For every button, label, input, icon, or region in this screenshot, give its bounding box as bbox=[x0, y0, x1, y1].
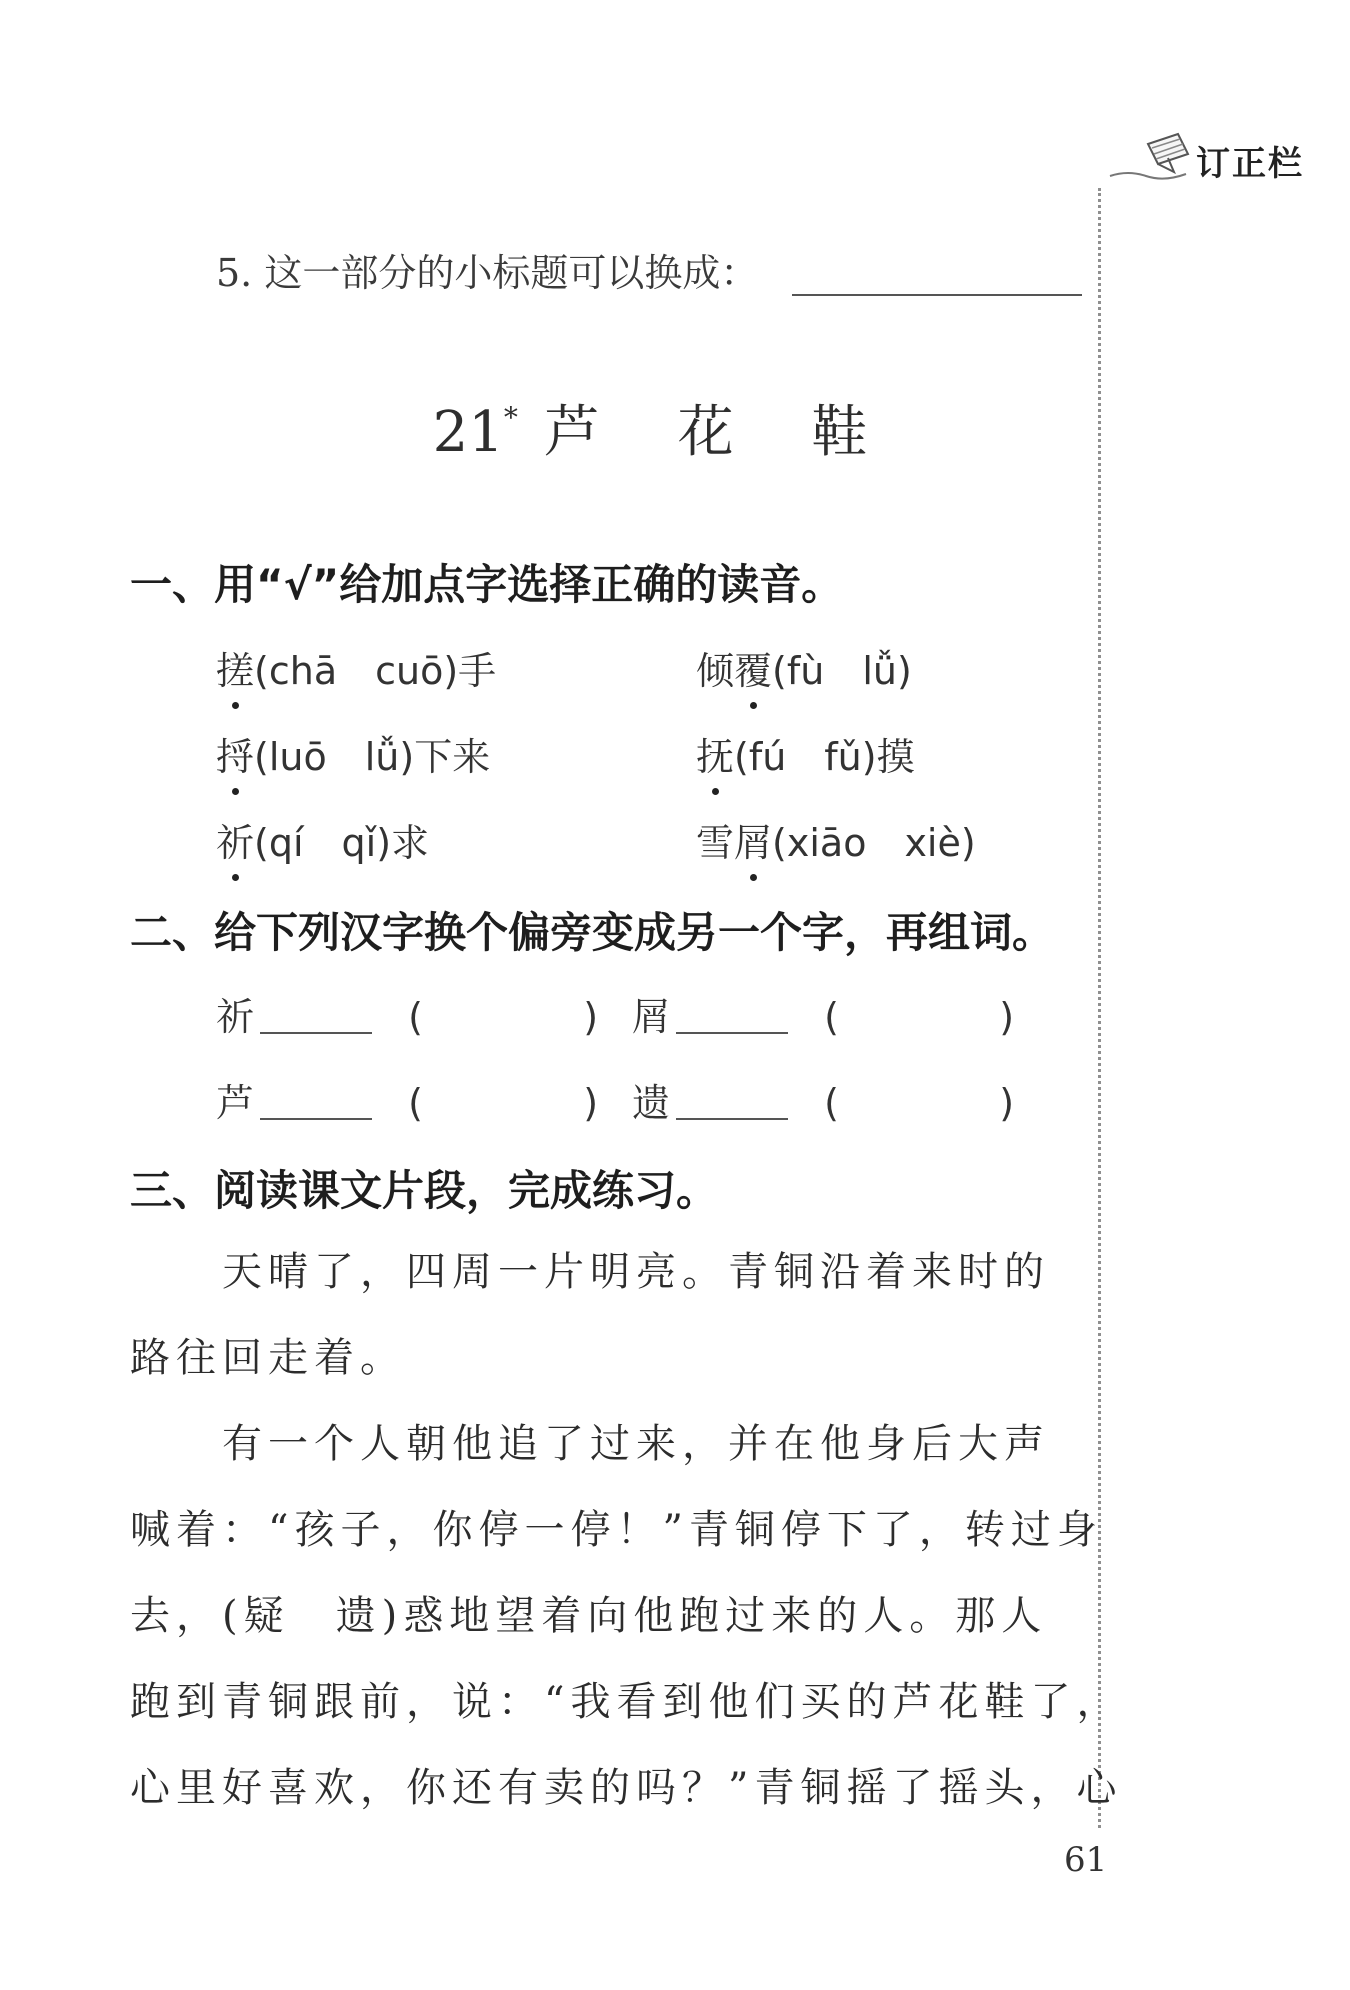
answer-blank bbox=[260, 1032, 372, 1034]
page-number: 61 bbox=[1064, 1840, 1108, 1880]
passage-line: 心里好喜欢，你还有卖的吗？”青铜摇了摇头，心 bbox=[130, 1765, 1123, 1811]
radical-item[interactable]: 芦 ( ) bbox=[216, 1081, 599, 1125]
section-1-heading: 一、用“√”给加点字选择正确的读音。 bbox=[130, 560, 844, 609]
question-5-answer-line[interactable] bbox=[792, 294, 1082, 296]
pinyin-item[interactable]: 捋(luō lǚ)下来 bbox=[216, 726, 490, 781]
correction-column-label: 订正栏 bbox=[1196, 144, 1304, 184]
radical-item[interactable]: 屑 ( ) bbox=[632, 995, 1015, 1039]
pencil-icon bbox=[1108, 130, 1198, 190]
passage-line: 天晴了，四周一片明亮。青铜沿着来时的 bbox=[222, 1249, 1050, 1295]
radical-item[interactable]: 祈 ( ) bbox=[216, 995, 599, 1039]
answer-blank bbox=[676, 1032, 788, 1034]
answer-blank bbox=[260, 1118, 372, 1120]
lesson-title-text: 芦 花 鞋 bbox=[543, 400, 898, 465]
passage-line[interactable]: 去，(疑 遗)惑地望着向他跑过来的人。那人 bbox=[130, 1593, 1048, 1639]
pinyin-item[interactable]: 搓(chā cuō)手 bbox=[216, 640, 496, 695]
radical-item[interactable]: 遗 ( ) bbox=[632, 1081, 1015, 1125]
correction-column-header bbox=[1108, 130, 1340, 192]
passage-line: 跑到青铜跟前，说：“我看到他们买的芦花鞋了， bbox=[130, 1679, 1123, 1725]
lesson-star: * bbox=[503, 401, 518, 434]
passage-line: 喊着：“孩子，你停一停！”青铜停下了，转过身 bbox=[130, 1507, 1103, 1553]
pinyin-item[interactable]: 倾覆(fù lǚ) bbox=[696, 640, 912, 695]
pinyin-item[interactable]: 雪屑(xiāo xiè) bbox=[696, 812, 976, 867]
passage-line: 路往回走着。 bbox=[130, 1335, 406, 1381]
answer-blank bbox=[676, 1118, 788, 1120]
section-2-heading: 二、给下列汉字换个偏旁变成另一个字，再组词。 bbox=[130, 908, 1055, 957]
passage-line: 有一个人朝他追了过来，并在他身后大声 bbox=[222, 1421, 1050, 1467]
question-5: 5. 这一部分的小标题可以换成： bbox=[216, 251, 759, 295]
pinyin-item[interactable]: 祈(qí qǐ)求 bbox=[216, 812, 429, 867]
pinyin-item[interactable]: 抚(fú fǔ)摸 bbox=[696, 726, 915, 781]
lesson-title bbox=[0, 388, 1330, 468]
lesson-number: 21 bbox=[432, 400, 504, 465]
section-3-heading: 三、阅读课文片段，完成练习。 bbox=[130, 1166, 719, 1215]
